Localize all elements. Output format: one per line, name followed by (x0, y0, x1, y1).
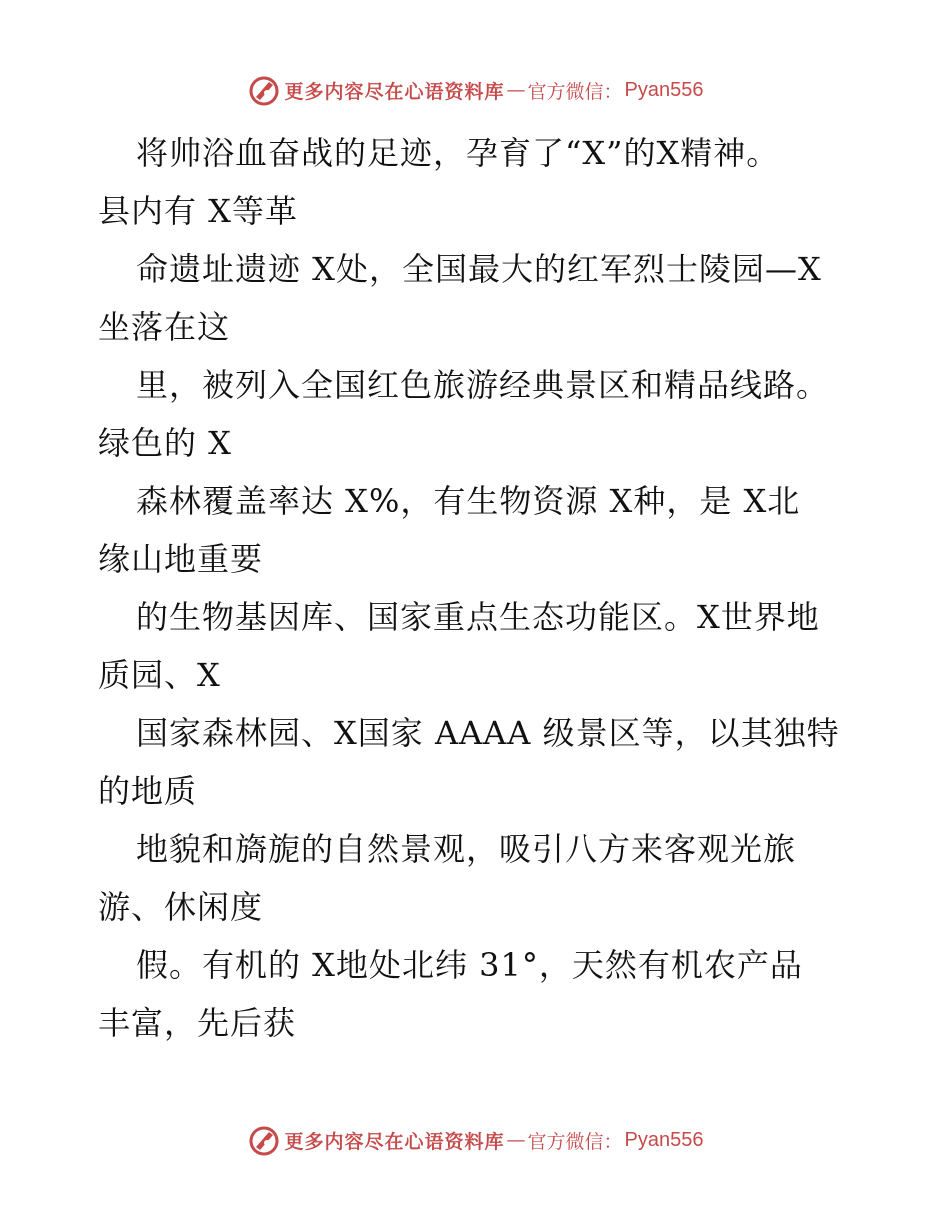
banner-wechat-id: Pyan556 (624, 1128, 704, 1151)
banner-text: 更多内容尽在心语资料库 (284, 80, 505, 103)
brand-logo-icon (247, 73, 281, 107)
text-line: 缘山地重要 (98, 540, 264, 578)
text-line: 质园、X (98, 656, 221, 694)
text-line: 里，被列入全国红色旅游经典景区和精品线路。 (136, 366, 830, 404)
text-line: 的生物基因库、国家重点生态功能区。X世界地 (136, 598, 820, 636)
text-line: 丰富，先后获 (98, 1004, 297, 1042)
banner-wechat-id: Pyan556 (624, 78, 704, 101)
banner-text: 更多内容尽在心语资料库 (284, 1130, 505, 1153)
text-line: 坐落在这 (98, 308, 231, 346)
document-body (98, 124, 858, 1052)
text-line: 的地质 (98, 772, 198, 810)
footer-watermark-banner (0, 1120, 950, 1160)
brand-logo-icon (247, 1123, 281, 1157)
banner-label: 官方微信： (527, 1130, 623, 1153)
text-line: 假。有机的 X地处北纬 31°，天然有机农产品 (136, 946, 803, 984)
text-line: 将帅浴血奋战的足迹，孕育了“X”的X精神。 (136, 134, 780, 172)
banner-label: 官方微信： (527, 80, 623, 103)
text-line: 绿色的 X (98, 424, 232, 462)
banner-separator: — (506, 79, 526, 101)
text-line: 地貌和旖旎的自然景观，吸引八方来客观光旅 (136, 830, 797, 868)
banner-separator: — (506, 1129, 526, 1151)
header-watermark-banner (0, 70, 950, 110)
text-line: 国家森林园、X国家 AAAA 级景区等，以其独特 (136, 714, 840, 752)
text-line: 县内有 X等革 (98, 192, 298, 230)
text-line: 森林覆盖率达 X%，有生物资源 X种，是 X北 (136, 482, 801, 520)
text-line: 命遗址遗迹 X处，全国最大的红军烈士陵园—X (136, 250, 822, 288)
text-line: 游、休闲度 (98, 888, 264, 926)
